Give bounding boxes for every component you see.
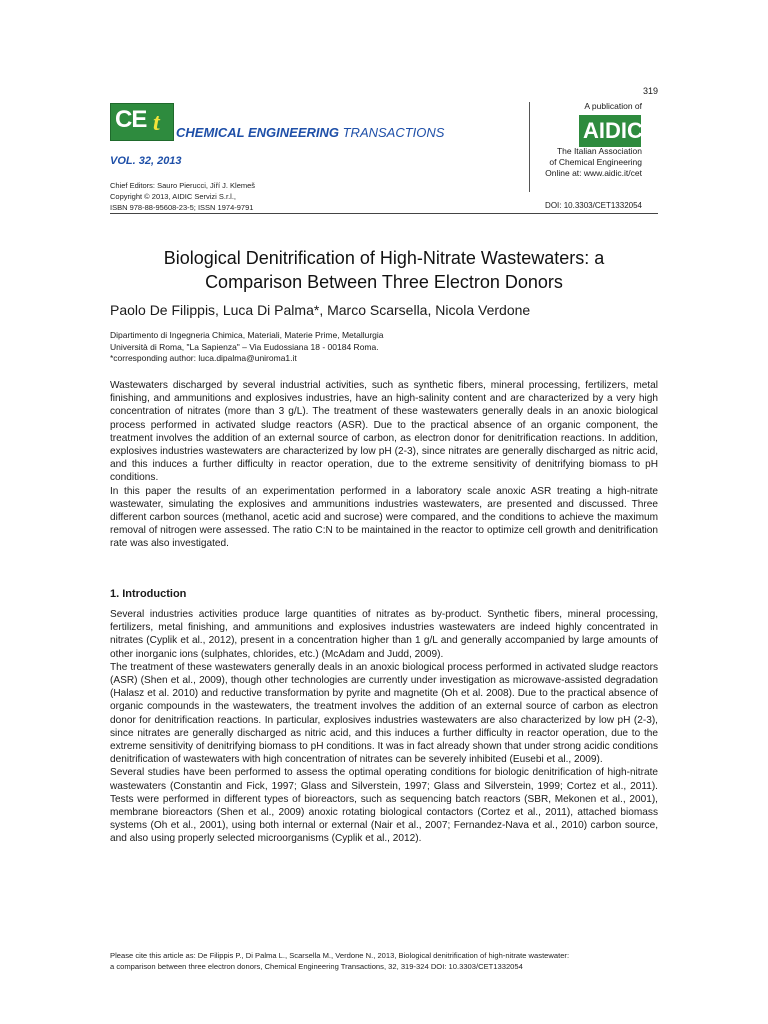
credit-line: Copyright © 2013, AIDIC Servizi S.r.l., — [110, 192, 236, 201]
authors: Paolo De Filippis, Luca Di Palma*, Marco Scarsella, Nicola Verdone — [110, 302, 531, 318]
editor-credits — [110, 180, 255, 213]
header-divider — [529, 102, 530, 192]
citation-footer — [110, 950, 670, 972]
volume-label: VOL. 32, 2013 — [110, 155, 182, 167]
abstract — [110, 379, 658, 551]
paper-title-line: Biological Denitrification of High-Nitrate Wastewaters: a — [163, 248, 605, 268]
intro-paragraph: Several industries activities produce large quantities of nitrates as by-product. Synthetic fibers, mineral processing, fertilizers, metal finishing, and ammunitions and explosives industries wastewaters are indeed highly concentrated in nitrates (Cyplik et al., 2012), present in a concentration higher than 1 g/L and generally accompanied by large amounts of other inorganic ions (sulphates, chlorides, etc.) (McAdam and Judd, 2009). — [110, 609, 658, 660]
aidic-info — [545, 146, 642, 179]
aidic-logo — [579, 115, 641, 147]
aidic-link[interactable]: Online at: www.aidic.it/cet — [545, 168, 642, 178]
header-rule — [110, 213, 658, 214]
introduction-body — [110, 608, 658, 846]
aidic-info-line: The Italian Association — [556, 146, 642, 156]
journal-title — [176, 125, 444, 140]
affiliation-line: Università di Roma, "La Sapienza" – Via Eudossiana 18 - 00184 Roma. — [110, 341, 379, 352]
intro-paragraph: The treatment of these wastewaters generally deals in an anoxic biological process performed in activated sludge reactors (ASR) (Shen et al., 2009), though other technologies are currently under investigation as microwave-assisted degradation (Halasz et al. 2010) and reductive transformation by pyrite and magnetite (Oh et al. 2008). Due to the practical absence of organic compounds in the wastewaters, the treatment involves the addition of an external source of carbon as electron donor for denitrification reactions. In particular, explosives industries wastewaters are also characterized by low pH (2-3), since nitrates are generally discharged as nitric acid, and this induces a further difficulty in reactor operation, due to the extreme sensitivity of denitrifying biomass to pH conditions. It was in fact already shown that under strong acidic conditions denitrification of wastewaters with high concentration of nitrates can be severely inhibited (Eusebi et al., 2009). — [110, 661, 658, 766]
citation-line: Please cite this article as: De Filippis P., Di Palma L., Scarsella M., Verdone N., 2013, Biological denitrification of high-nitrate wastewater: — [110, 951, 570, 960]
intro-paragraph: Several studies have been performed to assess the optimal operating conditions for biologic denitrification of high-nitrate wastewaters (Constantin and Fick, 1997; Glass and Silverstein, 1997; Glass and Silverstein, 1999; Cortez et al., 2011). Tests were performed in different types of bioreactors, such as sequencing batch reactors (SBR, Mekonen et al., 2001), membrane bioreactors (Shen et al., 2009) anoxic rotating biological contactors (Cortez et al., 2011), attached biomass systems (Oh et al., 2001), using both internal or external (Nair et al., 2007; Fernandez-Nava et al., 2010) carbon source, and also using properly selected microorganisms (Cyplik et al., 2012). — [110, 767, 658, 845]
credit-line: ISBN 978-88-95608-23-5; ISSN 1974-9791 — [110, 203, 254, 212]
journal-title-bold: CHEMICAL ENGINEERING — [176, 125, 339, 140]
affiliation-line: Dipartimento di Ingegneria Chimica, Materiali, Materie Prime, Metallurgia — [110, 330, 384, 340]
cet-logo-ce: CE — [115, 106, 147, 133]
section-heading: 1. Introduction — [110, 588, 187, 600]
abstract-paragraph: Wastewaters discharged by several industrial activities, such as synthetic fibers, mineral processing, fertilizers, metal finishing, and ammunitions and explosives industries, have an high-salinity content and are characterized by a very high concentration of nitrates (more than 3 g/L). The treatment of these wastewaters generally deals in an anoxic biological process performed in activated sludge reactors (ASR). Due to the practical absence of an organic component, the treatment involves the addition of an external source of carbon, as electron donor for denitrification reactions. In addition, explosives industries wastewaters are characterized by low pH (2-3), since nitrates are generally discharged as nitric acid, and this induces a further difficulty in reactor operation, due to the extreme sensitivity of denitrifying biomass to pH conditions. — [110, 380, 658, 484]
credit-line: Chief Editors: Sauro Pierucci, Jiří J. Klemeš — [110, 181, 256, 190]
aidic-info-line: of Chemical Engineering — [549, 157, 642, 167]
doi: DOI: 10.3303/CET1332054 — [545, 201, 642, 210]
affiliation — [110, 330, 384, 365]
cet-logo — [110, 103, 174, 141]
page-number: 319 — [642, 86, 658, 96]
citation-line: a comparison between three electron donors, Chemical Engineering Transactions, 32, 319-324 DOI: 10.3303/CET1332054 — [110, 962, 523, 971]
paper-title — [110, 246, 658, 294]
corresponding-author: *corresponding author: luca.dipalma@uniroma1.it — [110, 353, 297, 363]
abstract-paragraph: In this paper the results of an experimentation performed in a laboratory scale anoxic ASR treating a high-nitrate wastewater, simulating the explosives and ammunitions industries wastewaters, are presented and discussed. Three different carbon sources (methanol, acetic acid and sucrose) were compared, and the conditions to achieve the maximum removal of nitrogen were assessed. The ratio C:N to be maintained in the reactor to optimize cell growth and denitrification rate was also investigated. — [110, 485, 658, 550]
publication-label: A publication of — [584, 101, 642, 111]
paper-title-line: Comparison Between Three Electron Donors — [205, 272, 563, 292]
journal-title-rest: TRANSACTIONS — [339, 125, 445, 140]
cet-logo-t: t — [153, 110, 160, 136]
aidic-logo-text: AIDIC — [583, 118, 643, 143]
